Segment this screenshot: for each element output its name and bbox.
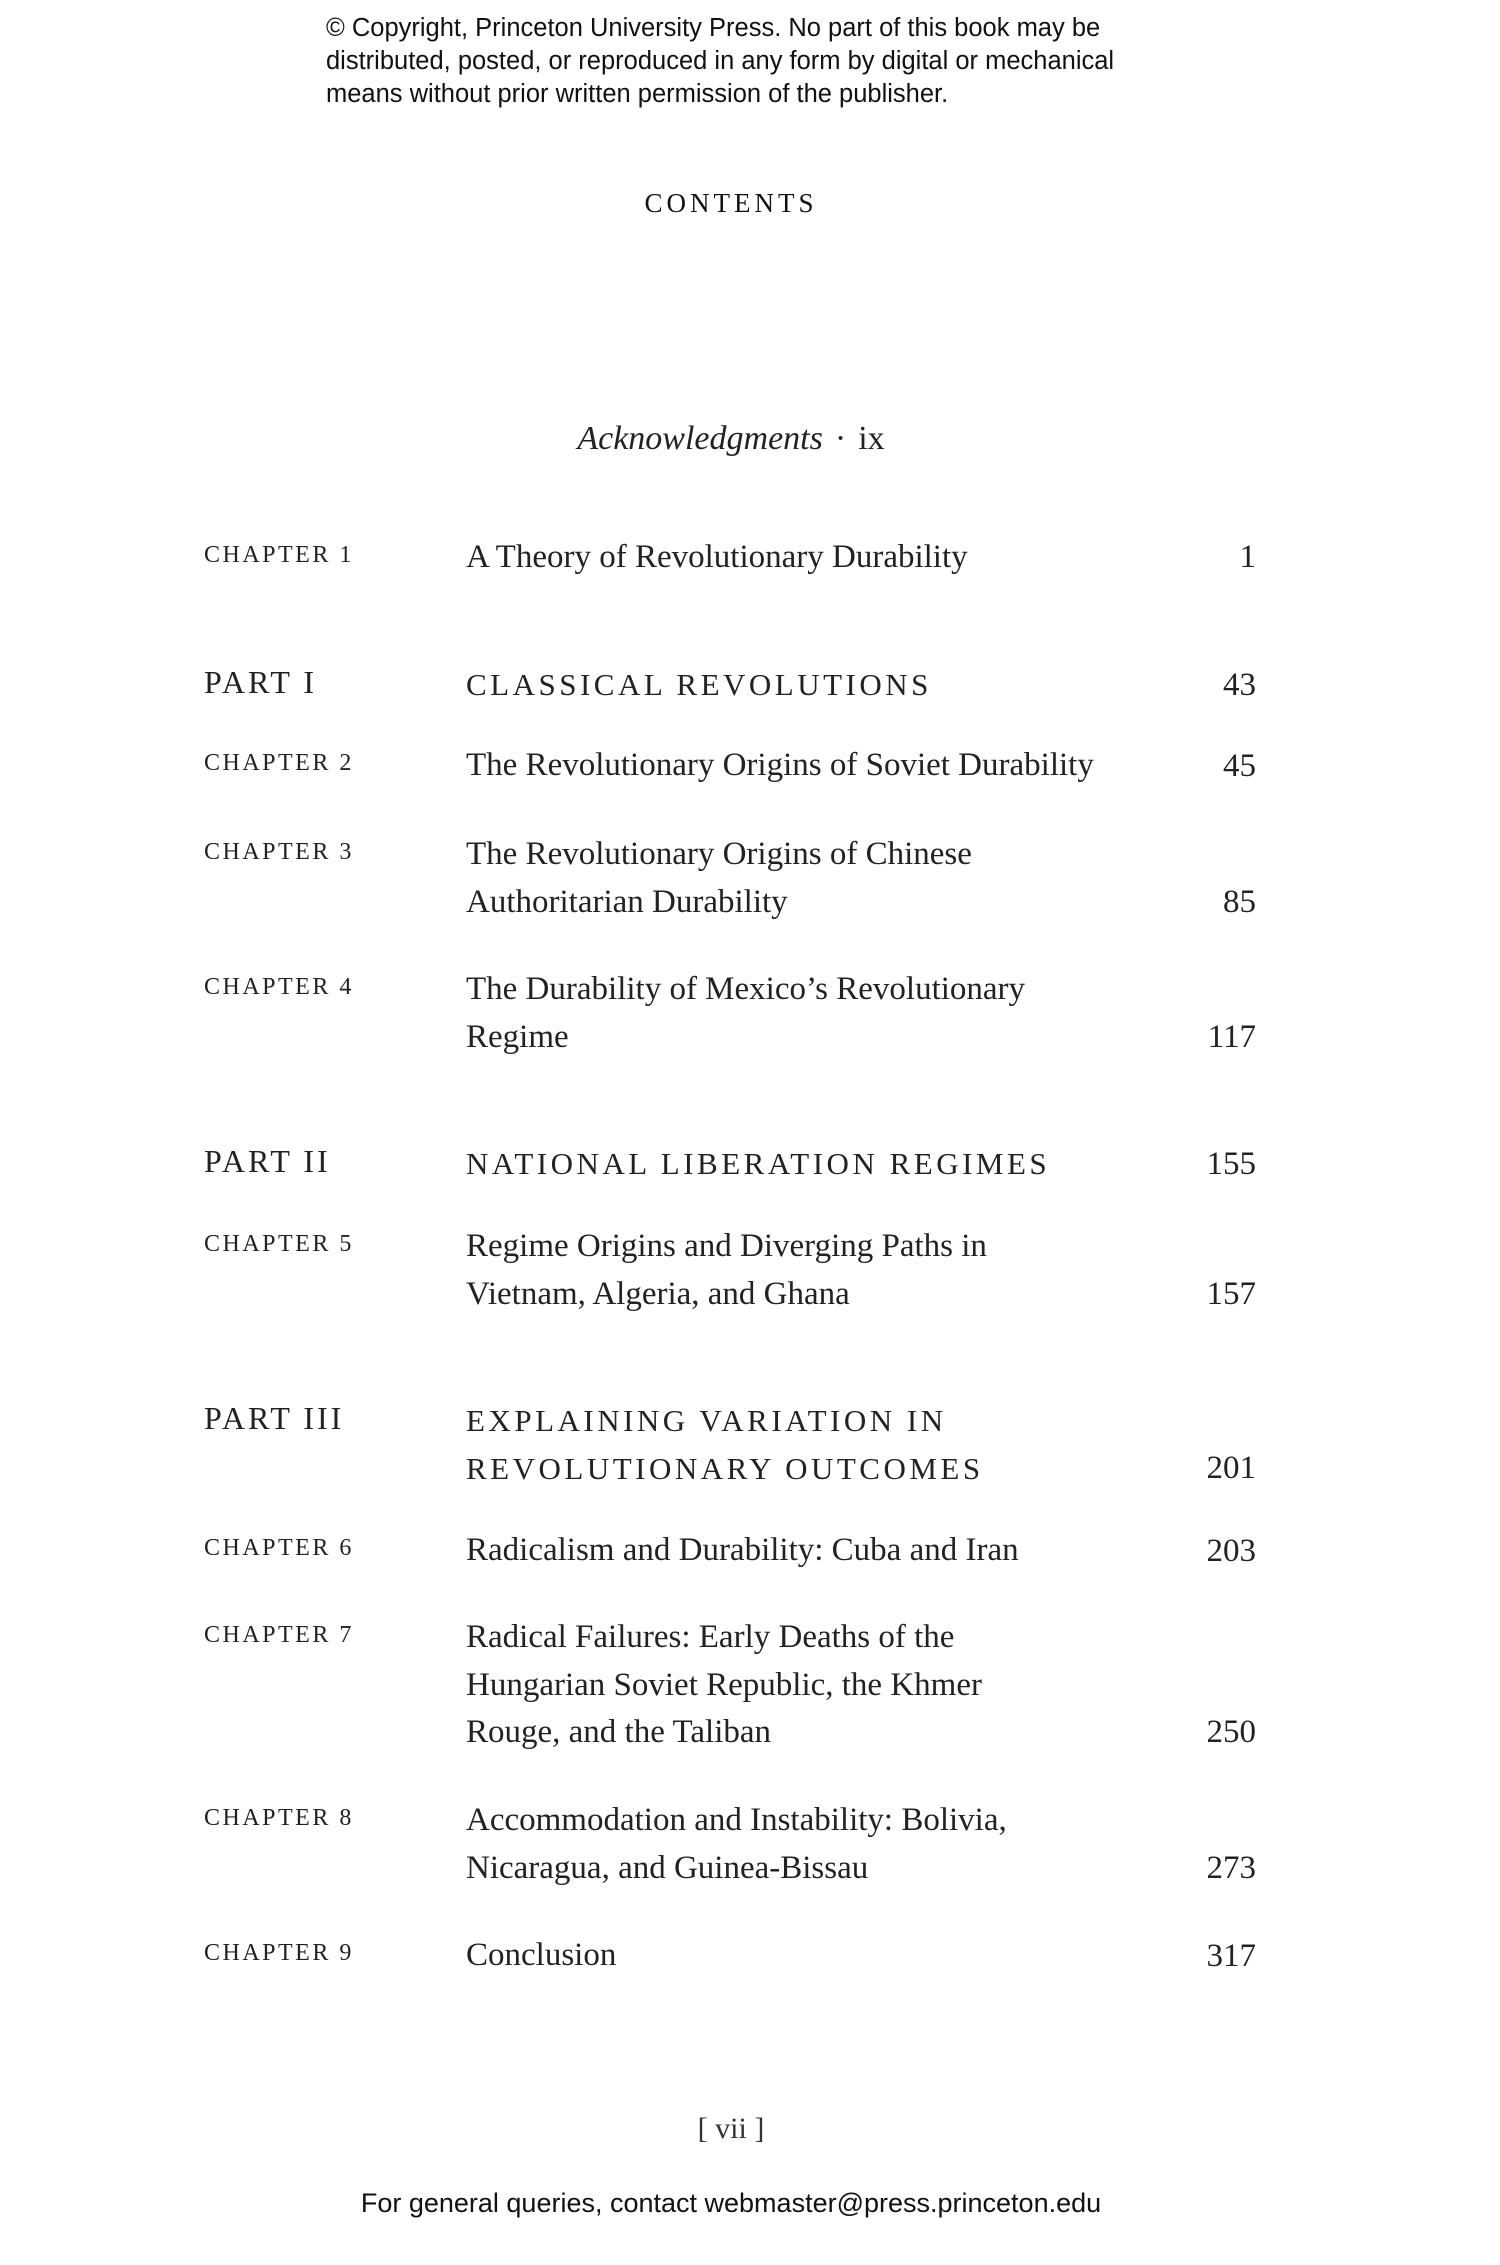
page-number: [ vii ] (697, 2112, 765, 2145)
title-line: A Theory of Revolutionary Durability (466, 539, 968, 575)
page-title: CONTENTS (644, 188, 818, 218)
entry-title (466, 1223, 1166, 1318)
entry-page: 43 (1223, 667, 1256, 703)
title-line: Regime Origins and Diverging Paths in (466, 1228, 987, 1264)
entry-title (466, 1397, 1166, 1492)
title-line: Accommodation and Instability: Bolivia, (466, 1802, 1007, 1838)
entry-label: CHAPTER 9 (204, 1940, 354, 1966)
entry-page: 273 (1206, 1850, 1256, 1886)
title-line: CLASSICAL REVOLUTIONS (466, 667, 932, 702)
entry-page: 117 (1207, 1019, 1256, 1055)
title-line: Regime (466, 1018, 569, 1055)
entry-title (466, 661, 1166, 709)
title-line: NATIONAL LIBERATION REGIMES (466, 1146, 1051, 1181)
title-line: Radical Failures: Early Deaths of the (466, 1619, 955, 1655)
footer-contact: For general queries, contact webmaster@press.princeton.edu (360, 2188, 1102, 2218)
title-line: Vietnam, Algeria, and Ghana (466, 1275, 850, 1312)
entry-page: 155 (1206, 1146, 1256, 1182)
entry-page: 1 (1239, 539, 1256, 575)
entry-label: CHAPTER 3 (204, 839, 354, 865)
acknowledgments-page: ix (858, 420, 885, 457)
copyright-line: © Copyright, Princeton University Press. No part of this book may be (326, 14, 1101, 42)
title-line: The Revolutionary Origins of Soviet Durability (466, 747, 1094, 783)
entry-title (466, 1140, 1166, 1188)
entry-title (466, 831, 1166, 926)
entry-label: CHAPTER 1 (204, 542, 354, 568)
title-line: Hungarian Soviet Republic, the Khmer (466, 1666, 982, 1703)
copyright-line: means without prior written permission of the publisher. (326, 80, 949, 108)
entry-title (466, 1527, 1166, 1575)
entry-page: 203 (1206, 1533, 1256, 1569)
title-line: EXPLAINING VARIATION IN (466, 1403, 947, 1438)
entry-title (466, 1614, 1166, 1757)
title-line: REVOLUTIONARY OUTCOMES (466, 1450, 984, 1486)
entry-label: CHAPTER 2 (204, 750, 354, 776)
title-line: The Revolutionary Origins of Chinese (466, 836, 972, 872)
title-line: The Durability of Mexico’s Revolutionary (466, 971, 1026, 1007)
title-line: Radicalism and Durability: Cuba and Iran (466, 1532, 1019, 1568)
entry-page: 85 (1223, 884, 1256, 920)
entry-label: PART II (204, 1143, 331, 1179)
entry-label: CHAPTER 8 (204, 1805, 354, 1831)
entry-label: CHAPTER 7 (204, 1622, 354, 1648)
entry-page: 317 (1206, 1938, 1256, 1974)
entry-title (466, 966, 1166, 1061)
entry-title (466, 1932, 1166, 1980)
entry-title (466, 1797, 1166, 1892)
entry-page: 45 (1223, 748, 1256, 784)
entry-page: 201 (1206, 1450, 1256, 1486)
title-line: Authoritarian Durability (466, 883, 788, 920)
copyright-line: distributed, posted, or reproduced in any form by digital or mechanical (326, 47, 1115, 75)
separator-dot: · (834, 420, 847, 457)
entry-label: PART I (204, 664, 318, 700)
entry-label: CHAPTER 4 (204, 974, 354, 1000)
entry-page: 250 (1206, 1714, 1256, 1750)
toc-acknowledgments[interactable] (0, 420, 1462, 458)
entry-label: CHAPTER 5 (204, 1231, 354, 1257)
entry-title (466, 534, 1166, 582)
entry-page: 157 (1206, 1276, 1256, 1312)
acknowledgments-label: Acknowledgments (577, 420, 823, 457)
title-line: Rouge, and the Taliban (466, 1714, 772, 1750)
title-line: Nicaragua, and Guinea-Bissau (466, 1849, 869, 1886)
copyright-notice (326, 12, 1114, 111)
entry-title (466, 742, 1166, 790)
entry-label: PART III (204, 1400, 345, 1436)
entry-label: CHAPTER 6 (204, 1535, 354, 1561)
title-line: Conclusion (466, 1937, 617, 1973)
